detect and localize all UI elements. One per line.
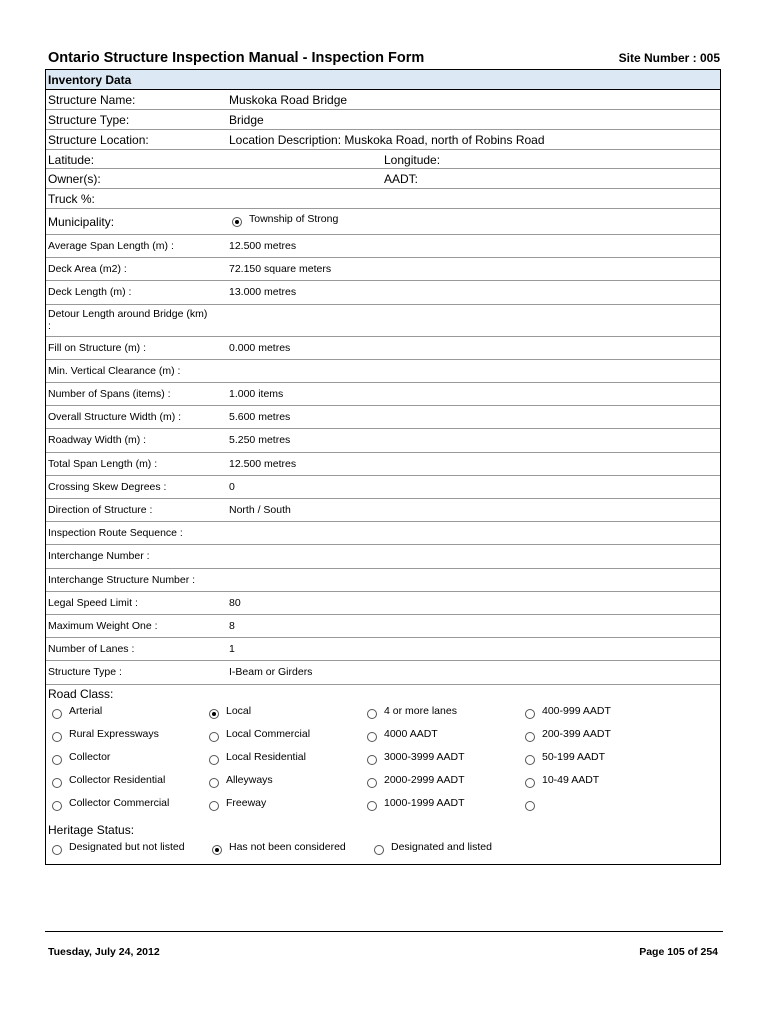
field-label: Latitude: bbox=[48, 153, 95, 167]
heritage-option-label: Has not been considered bbox=[229, 840, 346, 853]
field-label: Interchange Number : bbox=[48, 550, 150, 563]
radio-icon[interactable] bbox=[525, 801, 535, 811]
radio-selected-icon[interactable] bbox=[209, 709, 219, 719]
field-label: Maximum Weight One : bbox=[48, 620, 158, 632]
field-value: Location Description: Muskoka Road, north of Robins Road bbox=[229, 133, 545, 147]
field-label: Interchange Structure Number : bbox=[48, 573, 196, 586]
inventory-row bbox=[46, 281, 720, 304]
info-row bbox=[46, 169, 720, 189]
field-label: Structure Name: bbox=[48, 93, 136, 107]
field-value: 5.600 metres bbox=[229, 411, 291, 424]
field-value: 72.150 square meters bbox=[229, 263, 332, 276]
field-label: Number of Lanes : bbox=[48, 643, 135, 656]
inventory-row bbox=[46, 661, 720, 684]
road-class-option-label: 400-999 AADT bbox=[542, 704, 611, 717]
field-label: Inspection Route Sequence : bbox=[48, 527, 183, 540]
field-value: 8 bbox=[229, 620, 235, 632]
inventory-row bbox=[46, 638, 720, 661]
road-class-option-label: Alleyways bbox=[226, 773, 273, 786]
road-class-option-label: Collector Residential bbox=[69, 773, 166, 786]
inventory-row bbox=[46, 476, 720, 499]
field-value: 1.000 items bbox=[229, 388, 284, 400]
footer-divider bbox=[45, 931, 723, 932]
section-header bbox=[46, 70, 720, 90]
field-value: 0.000 metres bbox=[229, 341, 291, 354]
field-label: Min. Vertical Clearance (m) : bbox=[48, 364, 181, 377]
info-row bbox=[46, 110, 720, 130]
road-class-option-label: Collector bbox=[69, 750, 111, 763]
radio-icon[interactable] bbox=[209, 755, 219, 765]
field-label: Number of Spans (items) : bbox=[48, 388, 171, 400]
inventory-row bbox=[46, 258, 720, 281]
radio-icon[interactable] bbox=[52, 709, 62, 719]
field-label: Direction of Structure : bbox=[48, 504, 153, 516]
field-label: Deck Length (m) : bbox=[48, 286, 132, 299]
field-label-secondary: AADT: bbox=[384, 172, 419, 186]
field-value: Bridge bbox=[229, 113, 264, 127]
form-title: Ontario Structure Inspection Manual - Inspection Form bbox=[48, 50, 425, 66]
info-row bbox=[46, 130, 720, 150]
radio-icon[interactable] bbox=[209, 732, 219, 742]
road-class-option-label: Freeway bbox=[226, 796, 267, 809]
field-value: 13.000 metres bbox=[229, 286, 297, 299]
inventory-form bbox=[45, 69, 721, 865]
radio-icon[interactable] bbox=[52, 778, 62, 788]
radio-icon[interactable] bbox=[367, 755, 377, 765]
road-class-option-label: 1000-1999 AADT bbox=[384, 796, 465, 809]
radio-icon[interactable] bbox=[367, 801, 377, 811]
field-label: Owner(s): bbox=[48, 172, 101, 186]
inventory-row bbox=[46, 545, 720, 568]
radio-icon[interactable] bbox=[52, 845, 62, 855]
road-class-option-label: 4 or more lanes bbox=[384, 704, 457, 717]
field-value: I-Beam or Girders bbox=[229, 666, 313, 679]
field-label: Structure Type : bbox=[48, 666, 122, 679]
field-label: Crossing Skew Degrees : bbox=[48, 480, 167, 493]
radio-icon[interactable] bbox=[525, 778, 535, 788]
field-label: Deck Area (m2) : bbox=[48, 263, 127, 276]
radio-icon[interactable] bbox=[52, 801, 62, 811]
municipality-value: Township of Strong bbox=[249, 213, 339, 225]
road-class-option-label: 10-49 AADT bbox=[542, 773, 600, 786]
field-value: 0 bbox=[229, 480, 235, 493]
radio-icon[interactable] bbox=[367, 709, 377, 719]
footer-page: Page 105 of 254 bbox=[639, 946, 718, 958]
municipality-label: Municipality: bbox=[48, 215, 115, 229]
footer-date: Tuesday, July 24, 2012 bbox=[48, 946, 160, 958]
road-class-option-label: 4000 AADT bbox=[384, 727, 438, 740]
inventory-row bbox=[46, 235, 720, 258]
inventory-row bbox=[46, 522, 720, 545]
inventory-row bbox=[46, 592, 720, 615]
road-class-option-label: Arterial bbox=[69, 704, 103, 717]
inventory-row bbox=[46, 453, 720, 476]
road-class-option-label: Local Residential bbox=[226, 750, 306, 763]
radio-icon[interactable] bbox=[52, 732, 62, 742]
inventory-row bbox=[46, 337, 720, 360]
field-value: 1 bbox=[229, 643, 235, 656]
road-class-option-label: Local Commercial bbox=[226, 727, 311, 740]
field-label: Structure Location: bbox=[48, 133, 149, 147]
inventory-row bbox=[46, 360, 720, 383]
inventory-row bbox=[46, 406, 720, 429]
radio-icon[interactable] bbox=[525, 755, 535, 765]
road-class-option-label: 50-199 AADT bbox=[542, 750, 606, 763]
field-value: 12.500 metres bbox=[229, 240, 297, 252]
field-value: 12.500 metres bbox=[229, 457, 297, 470]
road-class-option-label: Local bbox=[226, 704, 252, 717]
field-value: 5.250 metres bbox=[229, 434, 291, 447]
inventory-row bbox=[46, 305, 720, 337]
field-value: 80 bbox=[229, 596, 241, 609]
inventory-row bbox=[46, 615, 720, 638]
road-class-option-label: Collector Commercial bbox=[69, 796, 170, 809]
info-row bbox=[46, 90, 720, 110]
road-class-option-label: 3000-3999 AADT bbox=[384, 750, 465, 763]
inventory-row bbox=[46, 429, 720, 452]
radio-icon[interactable] bbox=[367, 732, 377, 742]
road-class-title: Road Class: bbox=[48, 686, 114, 701]
field-label: Overall Structure Width (m) : bbox=[48, 411, 182, 424]
inventory-row bbox=[46, 383, 720, 406]
road-class-option-label: 200-399 AADT bbox=[542, 727, 611, 740]
info-row bbox=[46, 189, 720, 209]
field-label: Truck %: bbox=[48, 192, 95, 206]
radio-icon[interactable] bbox=[525, 709, 535, 719]
radio-icon[interactable] bbox=[525, 732, 535, 742]
radio-icon[interactable] bbox=[52, 755, 62, 765]
field-label: Average Span Length (m) : bbox=[48, 240, 174, 252]
field-label: Legal Speed Limit : bbox=[48, 596, 138, 609]
inventory-row bbox=[46, 569, 720, 592]
field-label: Structure Type: bbox=[48, 113, 130, 127]
road-class-option-label: Rural Expressways bbox=[69, 727, 159, 740]
heritage-option-label: Designated but not listed bbox=[69, 840, 185, 853]
info-row bbox=[46, 150, 720, 169]
radio-icon[interactable] bbox=[374, 845, 384, 855]
municipality-row bbox=[46, 209, 720, 235]
radio-icon[interactable] bbox=[209, 778, 219, 788]
field-label: Roadway Width (m) : bbox=[48, 434, 147, 447]
site-number: Site Number : 005 bbox=[618, 51, 720, 65]
field-label-secondary: Longitude: bbox=[384, 153, 441, 167]
inventory-row bbox=[46, 499, 720, 522]
road-class-option-label: 2000-2999 AADT bbox=[384, 773, 465, 786]
radio-selected-icon[interactable] bbox=[232, 217, 242, 227]
section-title: Inventory Data bbox=[48, 73, 132, 87]
field-label: Fill on Structure (m) : bbox=[48, 341, 147, 354]
field-label: Total Span Length (m) : bbox=[48, 457, 158, 470]
field-value: Muskoka Road Bridge bbox=[229, 93, 348, 107]
radio-icon[interactable] bbox=[367, 778, 377, 788]
radio-selected-icon[interactable] bbox=[212, 845, 222, 855]
field-value: North / South bbox=[229, 504, 291, 516]
heritage-option-label: Designated and listed bbox=[391, 840, 492, 853]
radio-icon[interactable] bbox=[209, 801, 219, 811]
heritage-status-title: Heritage Status: bbox=[48, 822, 135, 837]
field-label: Detour Length around Bridge (km) : bbox=[48, 307, 208, 332]
